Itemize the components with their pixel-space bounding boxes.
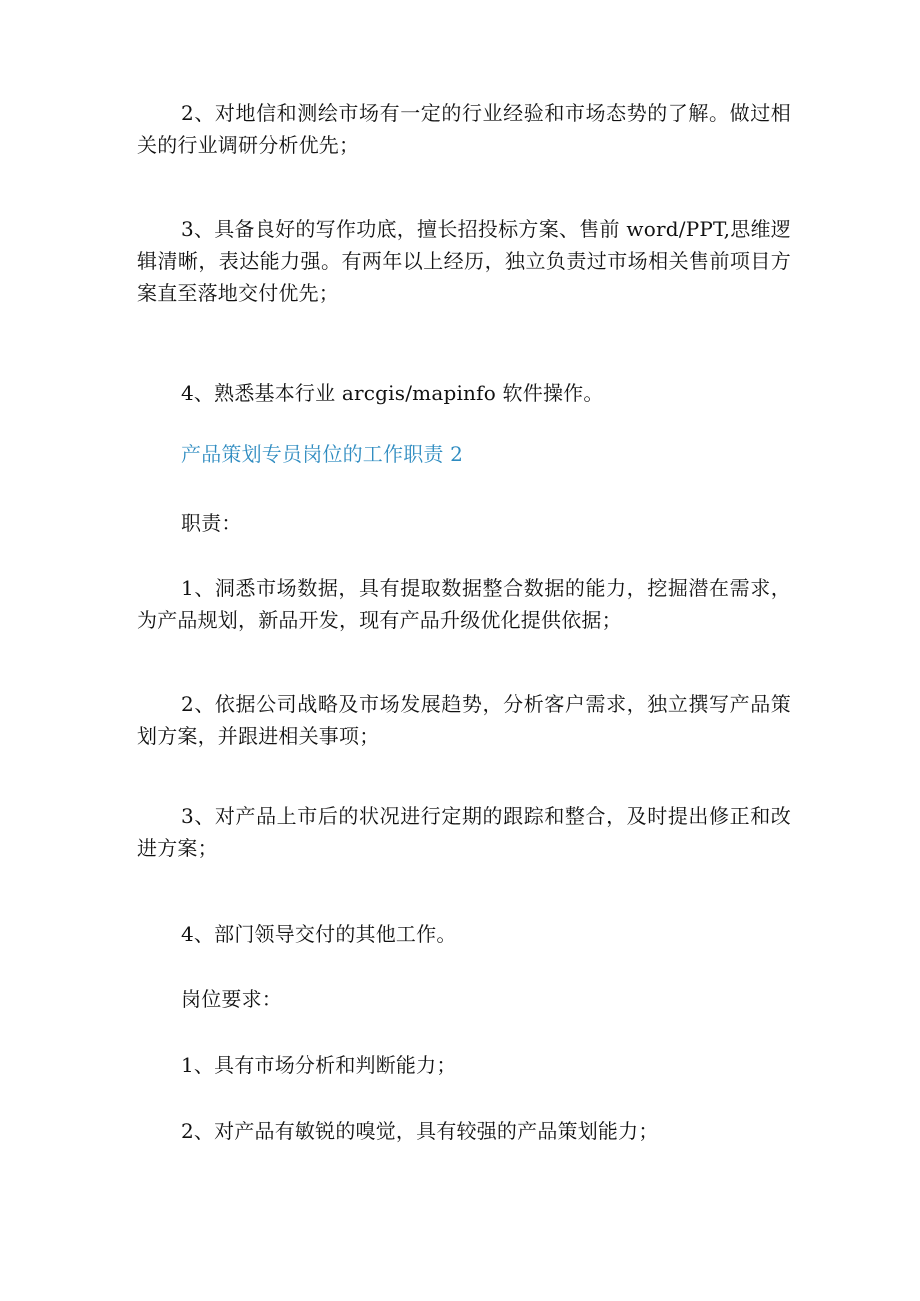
requirement-item-3: 3、具备良好的写作功底，擅长招投标方案、售前 word/PPT,思维逻辑清晰，表达能力强。有两年以上经历，独立负责过市场相关售前项目方案直至落地交付优先； [137, 217, 791, 305]
duty-item-3: 3、对产品上市后的状况进行定期的跟踪和整合，及时提出修正和改进方案； [137, 804, 791, 860]
requirement-item-4: 4、熟悉基本行业 arcgis/mapinfo 软件操作。 [181, 381, 604, 405]
requirement-new-item-2: 2、对产品有敏锐的嗅觉，具有较强的产品策划能力； [181, 1119, 659, 1143]
duty-item-4: 4、部门领导交付的其他工作。 [181, 922, 457, 946]
duty-item-2: 2、依据公司战略及市场发展趋势，分析客户需求，独立撰写产品策划方案，并跟进相关事项； [137, 692, 791, 748]
requirements-label: 岗位要求： [181, 987, 282, 1011]
requirement-item-2: 2、对地信和测绘市场有一定的行业经验和市场态势的了解。做过相关的行业调研分析优先； [137, 101, 791, 157]
section-heading: 产品策划专员岗位的工作职责 2 [181, 442, 464, 466]
requirement-new-item-1: 1、具有市场分析和判断能力； [181, 1053, 457, 1077]
duty-item-1: 1、洞悉市场数据，具有提取数据整合数据的能力，挖掘潜在需求，为产品规划，新品开发，现有产品升级优化提供依据； [137, 576, 791, 632]
duties-label: 职责： [181, 511, 242, 535]
